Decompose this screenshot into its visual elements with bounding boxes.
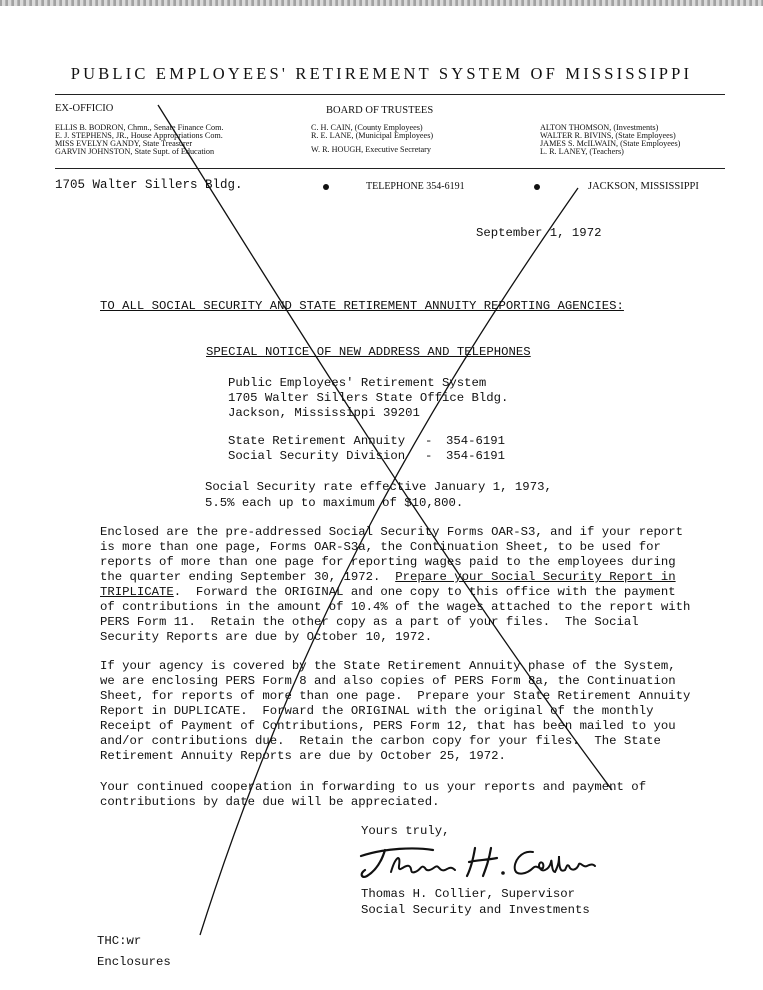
initials: THC:wr	[97, 934, 142, 948]
member: ALTON THOMSON, (Investments)	[540, 123, 659, 132]
text-line	[100, 570, 710, 585]
text-line	[100, 585, 710, 600]
underlined-instruction: Prepare your Social Security Report in	[395, 570, 676, 584]
address-line: Public Employees' Retirement System	[228, 376, 487, 390]
address-line: 1705 Walter Sillers State Office Bldg.	[228, 391, 509, 405]
text-line: Security Reports are due by October 10, 1972.	[100, 630, 433, 644]
bullet-dot	[534, 184, 540, 190]
address-line: 1705 Walter Sillers Bldg.	[55, 178, 243, 192]
member: GARVIN JOHNSTON, State Supt. of Education	[55, 147, 215, 156]
enclosures: Enclosures	[97, 955, 171, 969]
text-line: Report in DUPLICATE. Forward the ORIGINAL with the original of the monthly	[100, 704, 654, 718]
text-line: PERS Form 11. Retain the other copy as a part of your files. The Social	[100, 615, 639, 629]
board-heading: BOARD OF TRUSTEES	[326, 105, 434, 116]
org-name: PUBLIC EMPLOYEES' RETIREMENT SYSTEM OF MISSISSIPPI	[70, 64, 693, 83]
new-address	[228, 376, 508, 421]
member: R. E. LANE, (Municipal Employees)	[311, 131, 434, 140]
board-middle	[311, 124, 433, 140]
text-line: is more than one page, Forms OAR-S3a, the Continuation Sheet, to be used for	[100, 540, 661, 554]
text-line: reports of more than one page for reporting wages paid to the employees during	[100, 555, 676, 569]
board-right	[540, 124, 680, 156]
rate-line: 5.5% each up to maximum of $10,800.	[205, 496, 464, 510]
signer-dept: Social Security and Investments	[361, 903, 590, 917]
member: E. J. STEPHENS, JR., House Appropriations Com.	[55, 131, 223, 140]
signature-image	[355, 842, 600, 882]
salutation: TO ALL SOCIAL SECURITY AND STATE RETIREMENT ANNUITY REPORTING AGENCIES:	[100, 299, 624, 313]
phone-dash: -	[425, 449, 433, 463]
telephone-line: TELEPHONE 354-6191	[366, 181, 465, 192]
text-line: Enclosed are the pre-addressed Social Security Forms OAR-S3, and if your report	[100, 525, 683, 539]
member: ELLIS B. BODRON, Chmn., Senate Finance Com.	[55, 123, 224, 132]
scan-edge	[0, 0, 763, 6]
member: C. H. CAIN, (County Employees)	[311, 123, 423, 132]
text-line: Your continued cooperation in forwarding to us your reports and payment of	[100, 780, 647, 794]
header-rule-bottom	[55, 168, 725, 169]
text-span: . Forward the ORIGINAL and one copy to this office with the payment	[173, 585, 676, 599]
member: JAMES S. McILWAIN, (State Employees)	[540, 139, 681, 148]
paragraph-forms	[100, 525, 710, 645]
text-line: Sheet, for reports of more than one page. Prepare your State Retirement Annuity	[100, 689, 691, 703]
underlined-instruction: TRIPLICATE	[100, 585, 174, 599]
phone-row	[228, 449, 505, 464]
city-line: JACKSON, MISSISSIPPI	[588, 181, 699, 192]
member: MISS EVELYN GANDY, State Treasurer	[55, 139, 193, 148]
letter-date: September 1, 1972	[476, 226, 602, 240]
phone-list	[228, 434, 505, 464]
paragraph-retirement	[100, 659, 710, 764]
text-line: and/or contributions due. Retain the carbon copy for your files. The State	[100, 734, 661, 748]
phone-row	[228, 434, 505, 449]
header-rule	[55, 94, 725, 95]
phone-number: 354-6191	[446, 449, 506, 463]
text-line: Receipt of Payment of Contributions, PERS Form 12, that has been mailed to you	[100, 719, 676, 733]
signer-name: Thomas H. Collier, Supervisor	[361, 887, 576, 901]
ex-officio-heading: EX-OFFICIO	[55, 103, 114, 114]
text-span: the quarter ending September 30, 1972.	[100, 570, 396, 584]
notice-title: SPECIAL NOTICE OF NEW ADDRESS AND TELEPHONES	[206, 345, 531, 359]
text-line: we are enclosing PERS Form 8 and also copies of PERS Form 8a, the Continuation	[100, 674, 676, 688]
member: L. R. LANEY, (Teachers)	[540, 147, 624, 156]
phone-number: 354-6191	[446, 434, 506, 448]
rate-line: Social Security rate effective January 1, 1973,	[205, 480, 552, 494]
phone-label: State Retirement Annuity	[228, 434, 406, 448]
phone-label: Social Security Division	[228, 449, 406, 463]
paragraph-closing	[100, 780, 710, 810]
address-line: Jackson, Mississippi 39201	[228, 406, 420, 420]
text-line: of contributions in the amount of 10.4% of the wages attached to the report with	[100, 600, 691, 614]
executive-secretary: W. R. HOUGH, Executive Secretary	[311, 145, 431, 154]
bullet-dot	[323, 184, 329, 190]
text-line: Retirement Annuity Reports are due by October 25, 1972.	[100, 749, 506, 763]
member: WALTER R. BIVINS, (State Employees)	[540, 131, 676, 140]
text-line: If your agency is covered by the State Retirement Annuity phase of the System,	[100, 659, 676, 673]
closing: Yours truly,	[361, 824, 450, 838]
signer-block	[361, 886, 590, 918]
text-line: contributions by date due will be appreciated.	[100, 795, 440, 809]
rate-notice	[205, 479, 552, 511]
phone-dash: -	[425, 434, 433, 448]
ex-officio-members	[55, 124, 224, 156]
